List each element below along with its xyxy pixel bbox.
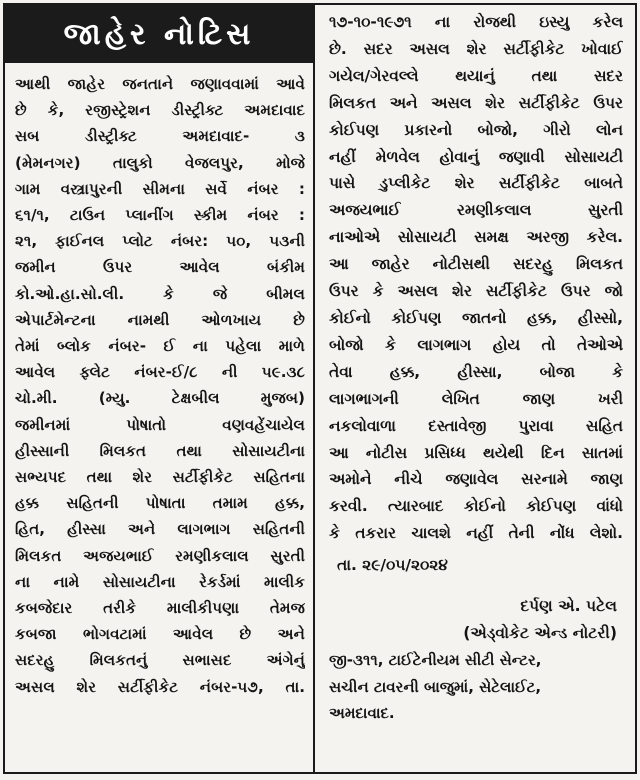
notice-right-body (329, 9, 623, 547)
notice-text-line: ૧૭-૧૦-૧૯૭૧ ના રોજથી ઇસ્યુ કરેલ (329, 13, 623, 31)
notice-text-line: આ નોટીસ પ્રસિધ્ધ થયેથી દિન સાતમાં (329, 443, 623, 462)
notice-text-line: હીસ્સાની મિલકત તથા સોસાયટીના (15, 441, 305, 460)
address-line: સચીન ટાવરની બાજુમાં, સેટેલાઈટ, (329, 677, 542, 696)
notice-text-line: છે. સદર અસલ શેર સર્ટીફીકેટ ખોવાઈ (329, 39, 623, 58)
notice-text-line: કબજેદાર તરીકે માલીકીપણા તેમજ (15, 599, 305, 618)
notice-text-line: ગયેલ/ગેરવલ્લે થયાનું તથા સદર (329, 66, 623, 85)
notice-text-line: આથી જાહેર જનતાને જણાવવામાં આવે (15, 75, 305, 93)
signature-block (329, 593, 623, 647)
notice-text-line: અજયભાઈ રમણીકલાલ સુરતી (329, 201, 623, 220)
notice-text-line: સદરહુ મિલકતનું સભાસદ અંગેનું (15, 651, 305, 670)
notice-text-line: મિલકત અને અસલ શેર સર્ટીફીકેટ ઉપર (329, 93, 623, 112)
notice-text-line: કે તકરાર ચાલશે નહીં તેની નોંધ લેશો. (329, 524, 623, 543)
signatory-name: દર્પણ એ. પટેલ (520, 597, 617, 616)
notice-text-line: નાઓએ સોસાયટી સમક્ષ અરજી કરેલ. (329, 228, 623, 247)
notice-text-line: કો.ઓ.હા.સો.લી. કે જે બીમલ (15, 284, 305, 303)
signatory-address (329, 647, 623, 727)
notice-text-line: (મેમનગર) તાલુકો વેજલપુર, મોજે (15, 153, 305, 172)
notice-text-line: સબ ડીસ્ટ્રીક્ટ અમદાવાદ- ૩ (15, 127, 305, 146)
notice-text-line: ૬૧/૧, ટાઉન પ્લાનીંગ સ્કીમ નંબર : (15, 206, 305, 225)
notice-text-line: ના નામે સોસાયટીના રેકર્ડમાં માલીક (15, 572, 305, 591)
notice-text-line: નકલોવાળા દસ્તાવેજી પુરાવા સહિત (329, 416, 623, 435)
notice-text-line: કબજા ભોગવટામાં આવેલ છે અને (15, 625, 305, 644)
notice-text-line: હક્ક સહિતની પોષાતા તમામ હક્ક, (15, 494, 305, 513)
notice-text-line: બોજો કે લાગભાગ હોય તો તેઓએ (329, 335, 623, 354)
notice-date: તા. ૨૯/૦૫/૨૦૨૪ (337, 556, 448, 575)
notice-left-body (5, 63, 313, 772)
notice-text-line: નહીં મેળવેલ હોવાનું જણાવી સોસાયટી (329, 147, 623, 166)
notice-text-line: છે કે, રજીસ્ટ્રેશન ડીસ્ટ્રીક્ટ અમદાવાદ (15, 101, 305, 120)
notice-text-line: આવેલ ફ્લેટ નંબર-ઈ/૮ ની ૫૯.૩૮ (15, 363, 305, 382)
notice-text-line: ગામ વસ્ત્રાપુરની સીમના સર્વે નંબર : (15, 179, 305, 198)
notice-text-line: તેમાં બ્લોક નંબર- ઈ ના પહેલા માળે (15, 337, 305, 356)
notice-text-line: કોઈનો કોઈપણ જાતનો હક્ક, હીસ્સો, (329, 308, 623, 327)
notice-text-line: આ જાહેર નોટીસથી સદરહુ મિલકત (329, 255, 623, 274)
notice-text-line: ૨૧, ફાઈનલ પ્લોટ નંબર: ૫૦, ૫૩ની (15, 232, 305, 251)
notice-title (5, 5, 313, 63)
address-line: જી-૩૧૧, ટાઈટેનીયમ સીટી સેન્ટર, (329, 651, 542, 670)
notice-text-line: જમીન ઉપર આવેલ બંકીમ (15, 258, 305, 277)
notice-text-line: મિલકત અજયભાઈ રમણીકલાલ સુરતી (15, 546, 305, 565)
notice-text-line: અમોને નીચે જણાવેલ સરનામે જાણ (329, 470, 623, 489)
notice-text-line: એપાર્ટમેન્ટના નામથી ઓળખાય છે (15, 310, 305, 329)
notice-text-line: જમીનમાં પોષાતો વણવહેંચાયેલ (15, 415, 305, 434)
notice-text-line: ઉપર કે અસલ શેર સર્ટીફીકેટ ઉપર જો (329, 282, 623, 301)
notice-text-line: તેવા હક્ક, હીસ્સા, બોજા કે (329, 362, 623, 381)
notice-title-text: જાહેર નોટિસ (63, 16, 255, 52)
notice-text-line: પાસે ડુપ્લીકેટ શેર સર્ટીફીકેટ બાબતે (329, 174, 623, 193)
notice-left-column (5, 5, 315, 772)
notice-right-column (315, 5, 635, 772)
public-notice (3, 3, 637, 774)
notice-text-line: અસલ શેર સર્ટીફીકેટ નંબર-૫૭, તા. (15, 677, 305, 696)
notice-text-line: કોઈપણ પ્રકારનો બોજો, ગીરો લોન (329, 120, 623, 139)
notice-text-line: સભ્યપદ તથા શેર સર્ટીફીકેટ સહિતના (15, 468, 305, 487)
notice-text-line: ચો.મી. (મ્યુ. ટેક્ષબીલ મુજબ) (15, 389, 305, 408)
address-line: અમદાવાદ. (329, 704, 395, 723)
notice-text-line: કરવી. ત્યારબાદ કોઈનો કોઈપણ વાંધો (329, 497, 623, 516)
notice-text-line: લાગભાગની લેખિત જાણ ખરી (329, 389, 623, 408)
notice-text-line: હિત, હીસ્સા અને લાગભાગ સહિતની (15, 520, 305, 539)
signatory-role: (એડ્વોકેટ એન્ડ નોટરી) (463, 624, 617, 643)
